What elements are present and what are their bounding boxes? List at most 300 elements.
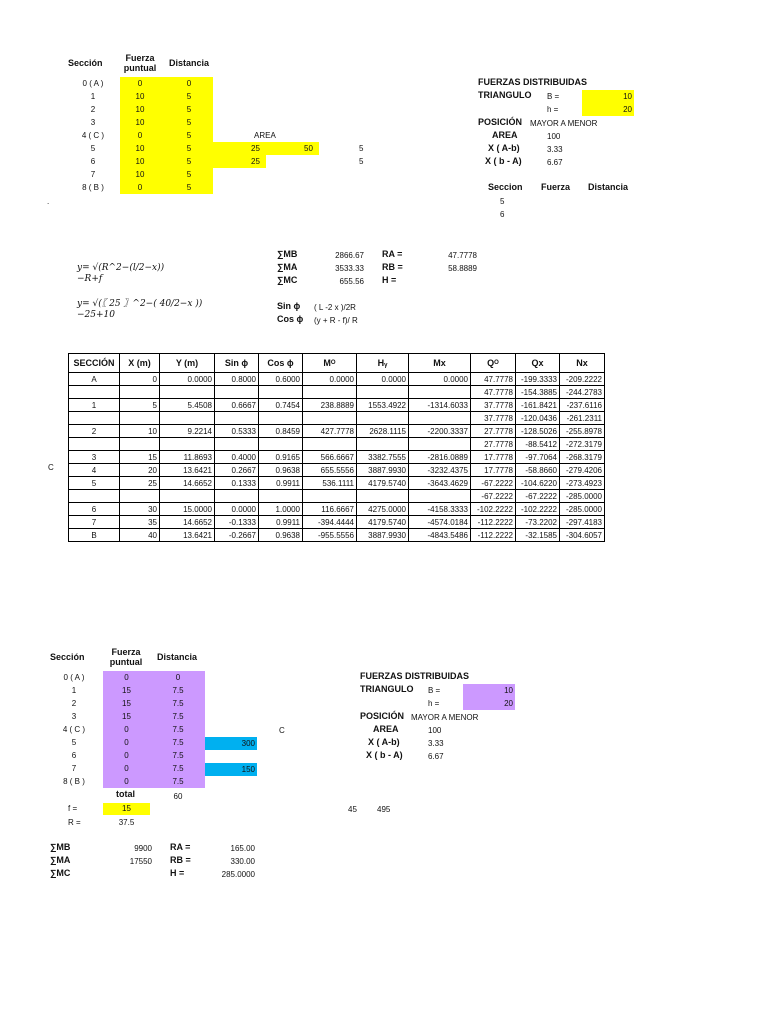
bottom-rb-val: 330.00 xyxy=(230,857,255,866)
bottom-header-seccion: Sección xyxy=(50,652,85,662)
bottom-row-distancia: 0 xyxy=(175,673,181,682)
top-sma-val: 3533.33 xyxy=(335,264,364,273)
table-cell xyxy=(303,490,357,503)
col-seccion: SECCIÓN xyxy=(69,354,120,373)
bottom-row-seccion: 2 xyxy=(71,699,77,708)
bottom-rb-label: RB = xyxy=(170,855,191,865)
table-cell: 9.2214 xyxy=(160,425,215,438)
top-ra-label: RA = xyxy=(382,249,403,259)
top-row-distancia: 5 xyxy=(186,170,192,179)
table-cell: -4843.5486 xyxy=(409,529,471,542)
bottom-row-distancia: 7.5 xyxy=(172,699,184,708)
cyan-cell-1-val: 300 xyxy=(241,739,255,748)
bottom-row-fuerza: 15 xyxy=(122,712,131,721)
table-cell: -112.2222 xyxy=(471,516,516,529)
r-val: 37.5 xyxy=(118,818,135,827)
bottom-smb-val: 9900 xyxy=(134,844,152,853)
table-row xyxy=(69,503,605,516)
dist-bottom-b-val: 10 xyxy=(504,686,513,695)
bottom-row-distancia: 7.5 xyxy=(172,712,184,721)
table-cell: -2816.0889 xyxy=(409,451,471,464)
top-smc-label: ∑MC xyxy=(277,275,298,285)
table-cell: 0.5333 xyxy=(215,425,259,438)
dist-top-h-label: h = xyxy=(547,105,559,114)
dist-bottom-area-val: 100 xyxy=(428,726,442,735)
table-cell: 7 xyxy=(69,516,120,529)
bottom-ra-val: 165.00 xyxy=(230,844,255,853)
table-cell: 0.9911 xyxy=(259,516,303,529)
table-cell: -73.2202 xyxy=(516,516,560,529)
table-cell: -3232.4375 xyxy=(409,464,471,477)
table-cell: 0.9638 xyxy=(259,464,303,477)
f-val: 15 xyxy=(122,804,131,813)
table-cell: -97.7064 xyxy=(516,451,560,464)
table-cell: 27.7778 xyxy=(471,425,516,438)
col-m0: Mᴼ xyxy=(303,354,357,373)
table-row xyxy=(69,438,605,451)
results-header-row xyxy=(69,354,605,373)
table-cell: -285.0000 xyxy=(560,503,605,516)
top-row-fuerza: 0 xyxy=(137,131,143,140)
table-cell: -88.5412 xyxy=(516,438,560,451)
dist-top-area-val: 100 xyxy=(547,132,561,141)
top-row-seccion: 4 ( C ) xyxy=(81,131,105,140)
dist-top-xab: X ( A-b) xyxy=(488,143,520,153)
table-cell xyxy=(409,490,471,503)
top-row-seccion: 0 ( A ) xyxy=(82,79,104,88)
dist-bottom-triangulo: TRIANGULO xyxy=(360,684,414,694)
table-cell xyxy=(120,412,160,425)
table-cell: 11.8693 xyxy=(160,451,215,464)
table-cell xyxy=(215,386,259,399)
table-cell: 4275.0000 xyxy=(357,503,409,516)
equation-2-line-1: y= √(〖 25 〗^2−( 40/2−x )) xyxy=(77,299,203,309)
bottom-row-fuerza: 15 xyxy=(122,686,131,695)
dist-top-xab-val: 3.33 xyxy=(547,145,563,154)
table-row xyxy=(69,516,605,529)
equation-1-line-2: −R+f xyxy=(77,274,103,284)
table-cell xyxy=(160,386,215,399)
table-cell: -955.5556 xyxy=(303,529,357,542)
table-cell: -104.6220 xyxy=(516,477,560,490)
dist-top-posicion: POSICIÓN xyxy=(478,117,523,127)
top-row-distancia: 0 xyxy=(186,79,192,88)
table-cell: 0.8459 xyxy=(259,425,303,438)
table-cell: 0.0000 xyxy=(215,503,259,516)
table-cell: 14.6652 xyxy=(160,477,215,490)
dist-bottom-xba: X ( b - A) xyxy=(366,750,403,760)
bottom-row-seccion: 6 xyxy=(71,751,77,760)
bottom-row-fuerza: 0 xyxy=(124,725,129,734)
table-cell: 3382.7555 xyxy=(357,451,409,464)
stray-dot: . xyxy=(47,197,50,206)
bottom-row-seccion: 1 xyxy=(71,686,77,695)
table-row xyxy=(69,529,605,542)
table-cell: 0.0000 xyxy=(409,373,471,386)
top-row-distancia: 5 xyxy=(186,157,192,166)
bottom-row-distancia: 7.5 xyxy=(172,686,184,695)
table-cell: 37.7778 xyxy=(471,412,516,425)
bottom-header-fuerza-1: Fuerza xyxy=(111,647,141,657)
table-cell: -112.2222 xyxy=(471,529,516,542)
table-cell: -2200.3337 xyxy=(409,425,471,438)
top-row-seccion: 2 xyxy=(90,105,96,114)
table-cell: -4574.0184 xyxy=(409,516,471,529)
bottom-header-fuerza-2: puntual xyxy=(109,657,143,667)
total-label: total xyxy=(116,789,135,799)
table-cell: 17.7778 xyxy=(471,464,516,477)
dist-top-h-distancia: Distancia xyxy=(588,182,629,192)
table-cell: -32.1585 xyxy=(516,529,560,542)
table-cell: 0.6667 xyxy=(215,399,259,412)
table-cell: -154.3885 xyxy=(516,386,560,399)
table-cell: 35 xyxy=(120,516,160,529)
table-cell: -199.3333 xyxy=(516,373,560,386)
sin-label: Sin ϕ xyxy=(277,301,301,311)
table-cell xyxy=(357,438,409,451)
table-cell: -0.1333 xyxy=(215,516,259,529)
bottom-row-seccion: 3 xyxy=(71,712,77,721)
dist-top-h-seccion: Seccion xyxy=(488,182,523,192)
bottom-sma-label: ∑MA xyxy=(50,855,71,865)
table-cell xyxy=(69,386,120,399)
top-row-distancia: 5 xyxy=(186,92,192,101)
r-label: R = xyxy=(68,818,81,827)
table-cell: 5.4508 xyxy=(160,399,215,412)
top-ra-val: 47.7778 xyxy=(448,251,477,260)
dist-bottom-xab: X ( A-b) xyxy=(368,737,400,747)
table-cell: 0.9911 xyxy=(259,477,303,490)
table-row xyxy=(69,477,605,490)
main-table-side-label: C xyxy=(48,463,54,472)
table-cell xyxy=(120,438,160,451)
bottom-row-seccion: 0 ( A ) xyxy=(63,673,85,682)
table-cell: -67.2222 xyxy=(471,490,516,503)
table-cell: -1314.6033 xyxy=(409,399,471,412)
table-row xyxy=(69,490,605,503)
table-cell: 1.0000 xyxy=(259,503,303,516)
table-cell: -268.3179 xyxy=(560,451,605,464)
table-cell xyxy=(69,438,120,451)
table-cell: -102.2222 xyxy=(471,503,516,516)
top-sma-label: ∑MA xyxy=(277,262,298,272)
table-cell: A xyxy=(69,373,120,386)
bottom-smc-label: ∑MC xyxy=(50,868,71,878)
top-smb-val: 2866.67 xyxy=(335,251,364,260)
bottom-row-fuerza: 0 xyxy=(124,673,129,682)
results-table xyxy=(68,353,605,542)
table-cell: -272.3179 xyxy=(560,438,605,451)
top-header-fuerza-1: Fuerza xyxy=(125,53,155,63)
cos-formula: (y + R - f)/ R xyxy=(314,316,358,325)
top-row-fuerza: 0 xyxy=(137,79,143,88)
table-cell: 2628.1115 xyxy=(357,425,409,438)
bottom-header-distancia: Distancia xyxy=(157,652,198,662)
table-cell xyxy=(215,412,259,425)
area-r6-c: 5 xyxy=(359,157,364,166)
table-cell: 4 xyxy=(69,464,120,477)
col-x: X (m) xyxy=(120,354,160,373)
table-cell xyxy=(259,490,303,503)
table-cell: 6 xyxy=(69,503,120,516)
dist-top-title: FUERZAS DISTRIBUIDAS xyxy=(478,77,588,87)
dist-top-s5: 5 xyxy=(500,197,505,206)
table-cell xyxy=(69,412,120,425)
table-row xyxy=(69,451,605,464)
top-row-fuerza: 10 xyxy=(135,118,145,127)
table-cell: 47.7778 xyxy=(471,373,516,386)
table-row xyxy=(69,373,605,386)
table-cell: 0.6000 xyxy=(259,373,303,386)
table-cell: 40 xyxy=(120,529,160,542)
table-cell: -297.4183 xyxy=(560,516,605,529)
table-cell: 15.0000 xyxy=(160,503,215,516)
table-cell: 0.8000 xyxy=(215,373,259,386)
dist-bottom-b-label: B = xyxy=(428,686,441,695)
bottom-row-distancia: 7.5 xyxy=(172,725,184,734)
table-cell: 1553.4922 xyxy=(357,399,409,412)
table-row xyxy=(69,464,605,477)
area-r5-b: 50 xyxy=(304,144,313,153)
top-row-fuerza: 10 xyxy=(135,157,145,166)
table-cell xyxy=(357,386,409,399)
top-smc-val: 655.56 xyxy=(339,277,364,286)
table-cell: -161.8421 xyxy=(516,399,560,412)
table-cell xyxy=(120,386,160,399)
bottom-row-fuerza: 0 xyxy=(124,764,129,773)
table-cell: -285.0000 xyxy=(560,490,605,503)
f-label: f = xyxy=(68,804,78,813)
table-cell: -120.0436 xyxy=(516,412,560,425)
top-row-fuerza: 10 xyxy=(135,170,145,179)
table-cell: -237.6116 xyxy=(560,399,605,412)
table-cell: 10 xyxy=(120,425,160,438)
table-cell: -102.2222 xyxy=(516,503,560,516)
col-qx: Qx xyxy=(516,354,560,373)
top-row-distancia: 5 xyxy=(186,183,192,192)
bottom-row-distancia: 7.5 xyxy=(172,764,184,773)
dist-top-triangulo: TRIANGULO xyxy=(478,90,532,100)
top-h-label: H = xyxy=(382,275,397,285)
table-cell: 0.0000 xyxy=(160,373,215,386)
table-cell: 0.2667 xyxy=(215,464,259,477)
top-rb-label: RB = xyxy=(382,262,403,272)
table-cell: -244.2783 xyxy=(560,386,605,399)
table-cell xyxy=(303,438,357,451)
dist-bottom-xab-val: 3.33 xyxy=(428,739,444,748)
col-nx: Nx xyxy=(560,354,605,373)
table-cell: -304.6057 xyxy=(560,529,605,542)
bottom-h-label: H = xyxy=(170,868,185,878)
top-row-seccion: 5 xyxy=(90,144,96,153)
area-label: AREA xyxy=(254,131,276,140)
table-cell: B xyxy=(69,529,120,542)
table-cell: 25 xyxy=(120,477,160,490)
bottom-row-distancia: 7.5 xyxy=(172,751,184,760)
cos-label: Cos ϕ xyxy=(277,314,304,324)
table-cell: 566.6667 xyxy=(303,451,357,464)
table-cell: 0 xyxy=(120,373,160,386)
bottom-c-label: C xyxy=(279,726,285,735)
bottom-row-seccion: 7 xyxy=(71,764,77,773)
table-cell: 238.8889 xyxy=(303,399,357,412)
area-r6-a: 25 xyxy=(251,157,260,166)
table-cell: -3643.4629 xyxy=(409,477,471,490)
table-cell: 37.7778 xyxy=(471,399,516,412)
bottom-row-fuerza: 0 xyxy=(124,777,129,786)
table-cell: 427.7778 xyxy=(303,425,357,438)
table-row xyxy=(69,399,605,412)
table-cell: -0.2667 xyxy=(215,529,259,542)
table-cell: -279.4206 xyxy=(560,464,605,477)
bottom-row-distancia: 7.5 xyxy=(172,738,184,747)
table-cell: 14.6652 xyxy=(160,516,215,529)
table-cell xyxy=(357,412,409,425)
value-45: 45 xyxy=(348,805,357,814)
table-cell: -209.2222 xyxy=(560,373,605,386)
sin-formula: ( L -2 x )/2R xyxy=(314,303,356,312)
table-cell xyxy=(409,438,471,451)
table-cell: 0.0000 xyxy=(303,373,357,386)
top-row-distancia: 5 xyxy=(186,105,192,114)
dist-bottom-h-label: h = xyxy=(428,699,440,708)
table-cell xyxy=(409,386,471,399)
value-495: 495 xyxy=(377,805,391,814)
area-r5-a: 25 xyxy=(251,144,260,153)
top-row-fuerza: 0 xyxy=(137,183,143,192)
bottom-row-distancia: 7.5 xyxy=(172,777,184,786)
table-cell xyxy=(160,438,215,451)
dist-top-h-fuerza: Fuerza xyxy=(541,182,571,192)
bottom-row-fuerza: 15 xyxy=(122,699,131,708)
table-cell: 1 xyxy=(69,399,120,412)
table-cell xyxy=(303,412,357,425)
dist-bottom-xba-val: 6.67 xyxy=(428,752,444,761)
equation-2-line-2: −25+10 xyxy=(77,310,115,320)
col-q0: Qᴼ xyxy=(471,354,516,373)
dist-bottom-area: AREA xyxy=(373,724,399,734)
top-row-distancia: 5 xyxy=(186,144,192,153)
bottom-row-seccion: 4 ( C ) xyxy=(62,725,86,734)
top-header-distancia: Distancia xyxy=(169,58,210,68)
top-row-distancia: 5 xyxy=(186,131,192,140)
table-cell: 3887.9930 xyxy=(357,464,409,477)
top-row-seccion: 3 xyxy=(90,118,96,127)
cyan-cell-2-val: 150 xyxy=(241,765,255,774)
table-cell: -67.2222 xyxy=(471,477,516,490)
top-row-seccion: 6 xyxy=(90,157,96,166)
table-cell: 27.7778 xyxy=(471,438,516,451)
table-cell: 536.1111 xyxy=(303,477,357,490)
table-cell xyxy=(259,386,303,399)
table-cell: 4179.5740 xyxy=(357,477,409,490)
bottom-row-seccion: 5 xyxy=(71,738,77,747)
top-rb-val: 58.8889 xyxy=(448,264,477,273)
table-cell: 13.6421 xyxy=(160,529,215,542)
table-cell: 5 xyxy=(120,399,160,412)
dist-top-xba-val: 6.67 xyxy=(547,158,563,167)
table-cell: -4158.3333 xyxy=(409,503,471,516)
table-cell: 116.6667 xyxy=(303,503,357,516)
table-cell: 4179.5740 xyxy=(357,516,409,529)
table-cell: 0.7454 xyxy=(259,399,303,412)
top-smb-label: ∑MB xyxy=(277,249,298,259)
table-row xyxy=(69,386,605,399)
top-row-fuerza: 10 xyxy=(135,105,145,114)
col-mx: Mx xyxy=(409,354,471,373)
top-row-seccion: 8 ( B ) xyxy=(82,183,104,192)
top-row-distancia: 5 xyxy=(186,118,192,127)
bottom-smb-label: ∑MB xyxy=(50,842,71,852)
total-val: 60 xyxy=(173,792,183,801)
dist-top-posicion-val: MAYOR A MENOR xyxy=(530,119,598,128)
table-cell: 3887.9930 xyxy=(357,529,409,542)
table-cell: -394.4444 xyxy=(303,516,357,529)
table-cell xyxy=(215,490,259,503)
table-cell: 0.9165 xyxy=(259,451,303,464)
top-header-seccion: Sección xyxy=(68,58,103,68)
dist-bottom-title: FUERZAS DISTRIBUIDAS xyxy=(360,671,470,681)
table-row xyxy=(69,425,605,438)
table-cell: -261.2311 xyxy=(560,412,605,425)
table-cell: 30 xyxy=(120,503,160,516)
table-cell: -58.8660 xyxy=(516,464,560,477)
table-cell: -128.5026 xyxy=(516,425,560,438)
dist-bottom-h-val: 20 xyxy=(504,699,513,708)
col-hy: Hᵧ xyxy=(357,354,409,373)
table-cell: 5 xyxy=(69,477,120,490)
table-cell xyxy=(69,490,120,503)
top-row-seccion: 1 xyxy=(90,92,96,101)
dist-top-area: AREA xyxy=(492,130,518,140)
dist-bottom-posicion-val: MAYOR A MENOR xyxy=(411,713,479,722)
col-y: Y (m) xyxy=(160,354,215,373)
table-cell xyxy=(120,490,160,503)
table-cell xyxy=(215,438,259,451)
table-cell: 0.9638 xyxy=(259,529,303,542)
table-cell: 15 xyxy=(120,451,160,464)
top-row-fuerza: 10 xyxy=(135,144,145,153)
bottom-row-fuerza: 0 xyxy=(124,738,129,747)
table-cell: -273.4923 xyxy=(560,477,605,490)
bottom-row-seccion: 8 ( B ) xyxy=(63,777,85,786)
table-cell: 655.5556 xyxy=(303,464,357,477)
table-cell: 3 xyxy=(69,451,120,464)
table-cell: -67.2222 xyxy=(516,490,560,503)
bottom-sma-val: 17550 xyxy=(129,857,152,866)
col-cos: Cos ϕ xyxy=(259,354,303,373)
equation-1-line-1: y= √(R^2−(l/2−x)) xyxy=(77,263,165,273)
bottom-row-fuerza: 0 xyxy=(124,751,129,760)
dist-top-b-val: 10 xyxy=(623,92,632,101)
table-cell: 20 xyxy=(120,464,160,477)
table-cell xyxy=(357,490,409,503)
table-cell xyxy=(259,412,303,425)
bottom-h-val: 285.0000 xyxy=(221,870,255,879)
dist-top-xba: X ( b - A) xyxy=(485,156,522,166)
table-cell: 0.4000 xyxy=(215,451,259,464)
dist-top-b-label: B = xyxy=(547,92,560,101)
table-cell xyxy=(160,490,215,503)
col-sin: Sin ϕ xyxy=(215,354,259,373)
table-cell: 47.7778 xyxy=(471,386,516,399)
dist-bottom-posicion: POSICIÓN xyxy=(360,711,405,721)
table-row xyxy=(69,412,605,425)
table-cell: 0.1333 xyxy=(215,477,259,490)
bottom-ra-label: RA = xyxy=(170,842,191,852)
top-row-fuerza: 10 xyxy=(135,92,145,101)
area-r5-c: 5 xyxy=(359,144,364,153)
